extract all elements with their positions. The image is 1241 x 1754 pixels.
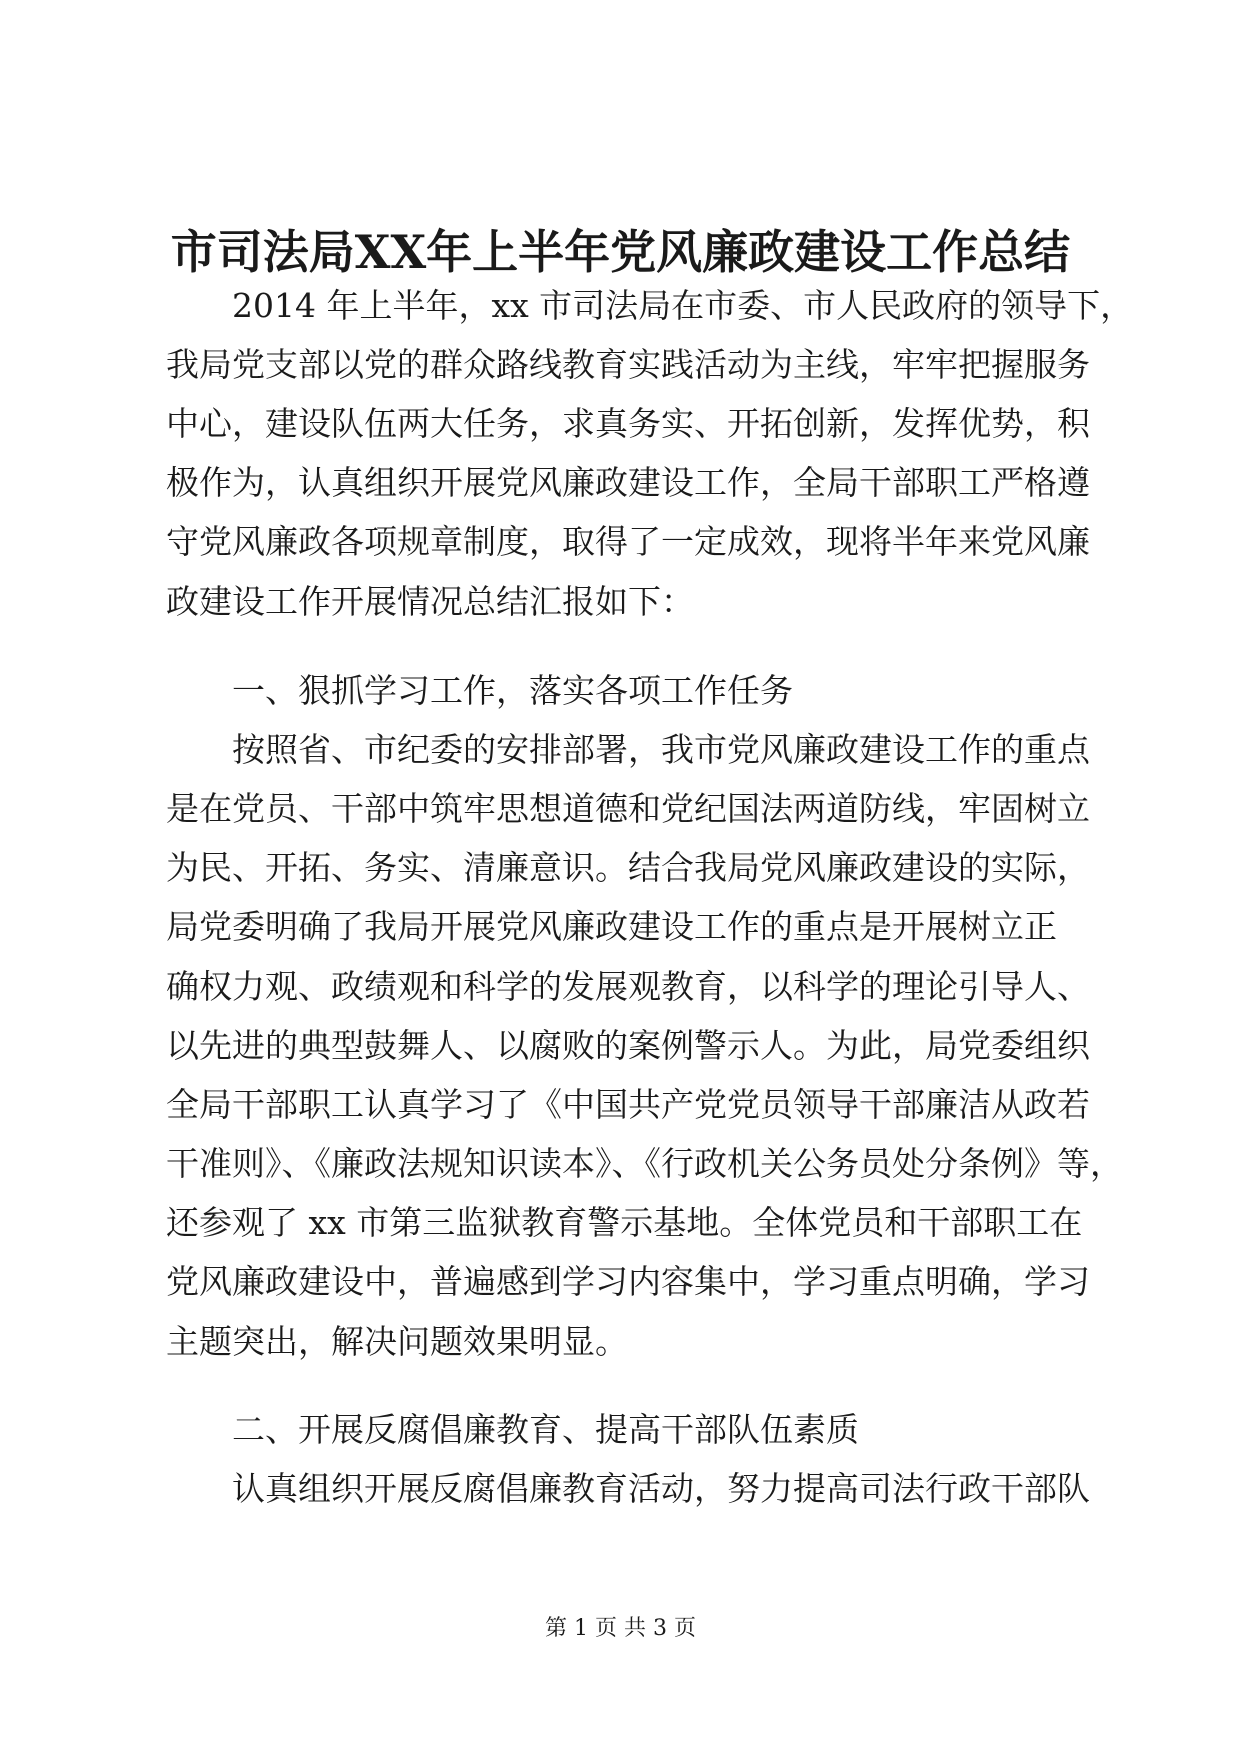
paragraph-line: 主题突出，解决问题效果明显。 — [166, 1322, 628, 1361]
page-number-footer: 第 1 页 共 3 页 — [545, 1616, 696, 1641]
paragraph-line: 为民、开拓、务实、清廉意识。结合我局党风廉政建设的实际， — [166, 848, 1090, 887]
paragraph-line: 干准则》、《廉政法规知识读本》、《行政机关公务员处分条例》等， — [166, 1144, 1123, 1183]
paragraph-line: 政建设工作开展情况总结汇报如下： — [166, 582, 694, 621]
paragraph-line: 按照省、市纪委的安排部署，我市党风廉政建设工作的重点 — [232, 730, 1090, 769]
paragraph-line: 还参观了 xx 市第三监狱教育警示基地。全体党员和干部职工在 — [166, 1203, 1083, 1242]
section-heading: 二、开展反腐倡廉教育、提高干部队伍素质 — [232, 1410, 859, 1449]
paragraph-line: 以先进的典型鼓舞人、以腐败的案例警示人。为此，局党委组织 — [166, 1026, 1090, 1065]
paragraph-line: 党风廉政建设中，普遍感到学习内容集中，学习重点明确，学习 — [166, 1262, 1090, 1301]
paragraph-line: 我局党支部以党的群众路线教育实践活动为主线，牢牢把握服务 — [166, 345, 1090, 384]
paragraph-line: 2014 年上半年，xx 市司法局在市委、市人民政府的领导下， — [232, 286, 1134, 325]
paragraph-line: 守党风廉政各项规章制度，取得了一定成效，现将半年来党风廉 — [166, 522, 1090, 561]
document-title: 市司法局XX年上半年党风廉政建设工作总结 — [170, 225, 1071, 279]
paragraph-line: 认真组织开展反腐倡廉教育活动，努力提高司法行政干部队 — [232, 1469, 1090, 1508]
paragraph-line: 是在党员、干部中筑牢思想道德和党纪国法两道防线，牢固树立 — [166, 789, 1090, 828]
paragraph-line: 极作为，认真组织开展党风廉政建设工作，全局干部职工严格遵 — [166, 463, 1090, 502]
paragraph-line: 中心，建设队伍两大任务，求真务实、开拓创新，发挥优势，积 — [166, 404, 1090, 443]
paragraph-line: 全局干部职工认真学习了《中国共产党党员领导干部廉洁从政若 — [166, 1085, 1090, 1124]
paragraph-line: 局党委明确了我局开展党风廉政建设工作的重点是开展树立正 — [166, 907, 1057, 946]
section-heading: 一、狠抓学习工作，落实各项工作任务 — [232, 671, 793, 710]
paragraph-line: 确权力观、政绩观和科学的发展观教育，以科学的理论引导人、 — [166, 967, 1090, 1006]
